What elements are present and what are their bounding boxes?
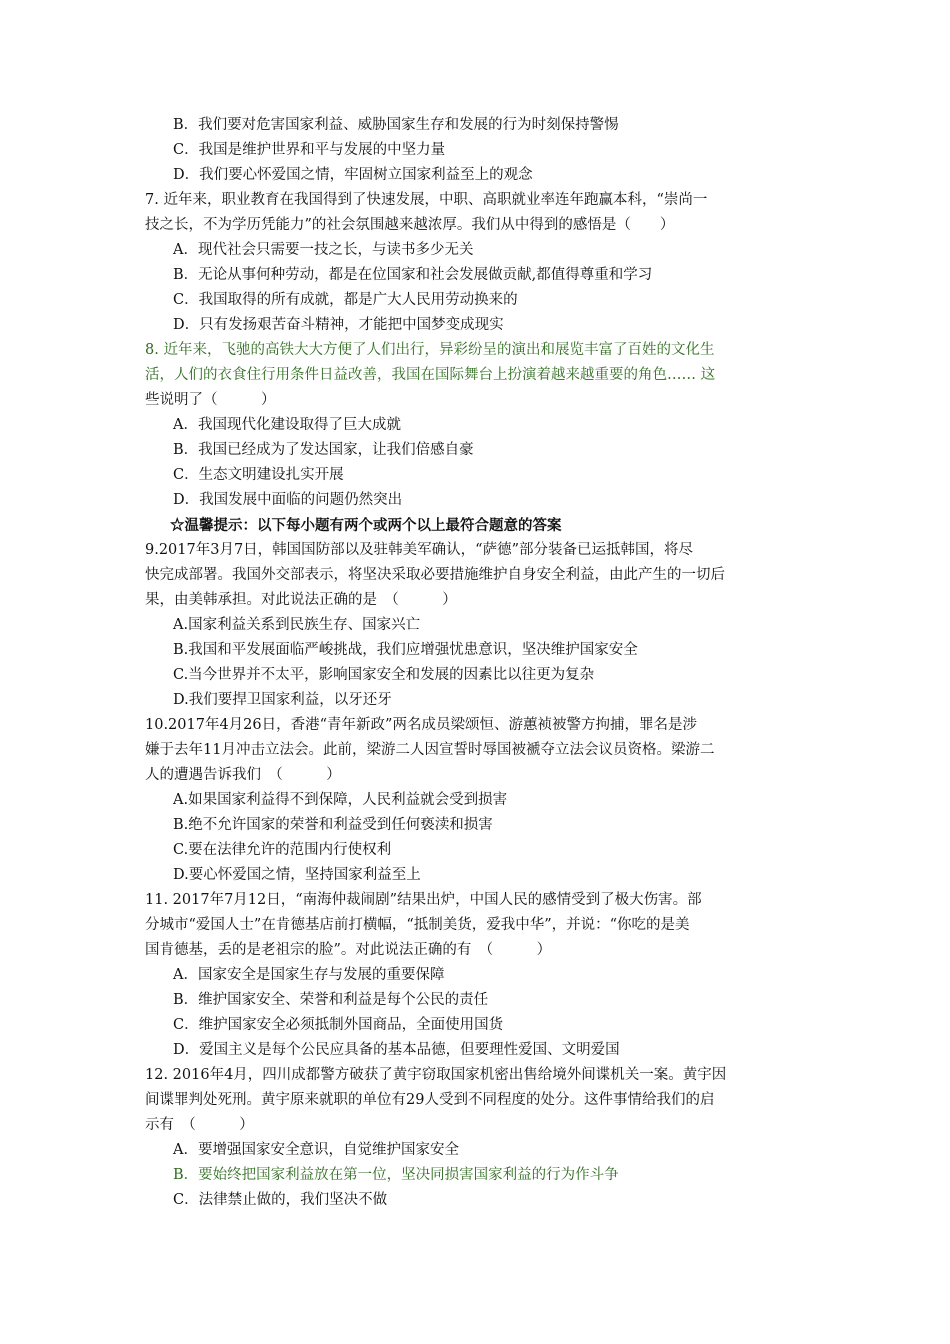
question-stem: 些说明了（ ）: [145, 392, 276, 408]
option-b: B．维护国家安全、荣誉和利益是每个公民的责任: [173, 992, 489, 1008]
page-content: [145, 113, 810, 1213]
option-b: B．我国已经成为了发达国家，让我们倍感自豪: [173, 442, 474, 458]
question-6-tail: [145, 113, 810, 188]
option-b: B．无论从事何种劳动，都是在位国家和社会发展做贡献,都值得尊重和学习: [173, 267, 653, 283]
question-8: [145, 338, 810, 513]
question-stem: 11. 2017年7月12日，“南海仲裁闹剧”结果出炉，中国人民的感情受到了极大伤害。部: [145, 892, 702, 908]
question-stem: 7. 近年来，职业教育在我国得到了快速发展，中职、高职就业率连年跑赢本科，“崇尚一: [145, 192, 708, 208]
option-d: D．我们要心怀爱国之情，牢固树立国家利益至上的观念: [173, 167, 533, 183]
question-stem: 9.2017年3月7日，韩国国防部以及驻韩美军确认，“萨德”部分装备已运抵韩国，将尽: [145, 542, 694, 558]
option-c: C.要在法律允许的范围内行使权利: [173, 842, 392, 858]
question-stem: 10.2017年4月26日，香港“青年新政”两名成员梁颂恒、游蕙祯被警方拘捕，罪名是涉: [145, 717, 697, 733]
option-d: D．只有发扬艰苦奋斗精神，才能把中国梦变成现实: [173, 317, 504, 333]
question-stem: 间谍罪判处死刑。黄宇原来就职的单位有29人受到不同程度的处分。这件事情给我们的启: [145, 1092, 715, 1108]
question-stem: 果，由美韩承担。对此说法正确的是 （ ）: [145, 592, 457, 608]
option-c: C．生态文明建设扎实开展: [173, 467, 344, 483]
question-10: [145, 713, 810, 888]
option-b: B.绝不允许国家的荣誉和利益受到任何亵渎和损害: [173, 817, 493, 833]
option-b: B．要始终把国家利益放在第一位，坚决同损害国家利益的行为作斗争: [173, 1167, 619, 1183]
option-d: D.我们要捍卫国家利益，以牙还牙: [173, 692, 392, 708]
option-b: B．我们要对危害国家利益、威胁国家生存和发展的行为时刻保持警惕: [173, 117, 619, 133]
question-7: [145, 188, 810, 338]
question-stem: 示有 （ ）: [145, 1117, 254, 1133]
option-b: B.我国和平发展面临严峻挑战，我们应增强忧患意识，坚决维护国家安全: [173, 642, 638, 658]
option-c: C．我国是维护世界和平与发展的中坚力量: [173, 142, 446, 158]
option-c: C．维护国家安全必须抵制外国商品，全面使用国货: [173, 1017, 504, 1033]
question-stem: 活，人们的衣食住行用条件日益改善，我国在国际舞台上扮演着越来越重要的角色…… 这: [145, 367, 716, 383]
question-12: [145, 1063, 810, 1213]
question-11: [145, 888, 810, 1063]
question-stem: 快完成部署。我国外交部表示，将坚决采取必要措施维护自身安全利益，由此产生的一切后: [145, 567, 725, 583]
option-d: D．爱国主义是每个公民应具备的基本品德，但要理性爱国、文明爱国: [173, 1042, 620, 1058]
option-c: C．我国取得的所有成就，都是广大人民用劳动换来的: [173, 292, 518, 308]
question-stem: 12. 2016年4月，四川成都警方破获了黄宇窃取国家机密出售给境外间谍机关一案。黄宇因: [145, 1067, 727, 1083]
option-d: D.要心怀爱国之情，坚持国家利益至上: [173, 867, 421, 883]
question-stem: 人的遭遇告诉我们 （ ）: [145, 767, 341, 783]
question-stem: 国肯德基，丢的是老祖宗的脸”。对此说法正确的有 （ ）: [145, 942, 552, 958]
question-stem: 技之长，不为学历凭能力”的社会氛围越来越浓厚。我们从中得到的感悟是（ ）: [145, 217, 675, 233]
option-a: A．现代社会只需要一技之长，与读书多少无关: [173, 242, 474, 258]
option-a: A.如果国家利益得不到保障，人民利益就会受到损害: [173, 792, 508, 808]
option-a: A．我国现代化建设取得了巨大成就: [173, 417, 401, 433]
question-stem: 8. 近年来，飞驰的高铁大大方便了人们出行，异彩纷呈的演出和展览丰富了百姓的文化生: [145, 342, 715, 358]
question-stem: 嫌于去年11月冲击立法会。此前，梁游二人因宣誓时辱国被褫夺立法会议员资格。梁游二: [145, 742, 715, 758]
question-stem: 分城市“爱国人士”在肯德基店前打横幅，“抵制美货，爱我中华”，并说：“你吃的是美: [145, 917, 690, 933]
question-9: [145, 538, 810, 713]
option-a: A.国家利益关系到民族生存、国家兴亡: [173, 617, 421, 633]
hint-banner: ☆温馨提示：以下每小题有两个或两个以上最符合题意的答案: [170, 517, 562, 534]
option-c: C.当今世界并不太平，影响国家安全和发展的因素比以往更为复杂: [173, 667, 595, 683]
option-a: A．国家安全是国家生存与发展的重要保障: [173, 967, 445, 983]
option-c: C．法律禁止做的，我们坚决不做: [173, 1192, 388, 1208]
option-d: D．我国发展中面临的问题仍然突出: [173, 492, 403, 508]
option-a: A．要增强国家安全意识，自觉维护国家安全: [173, 1142, 459, 1158]
